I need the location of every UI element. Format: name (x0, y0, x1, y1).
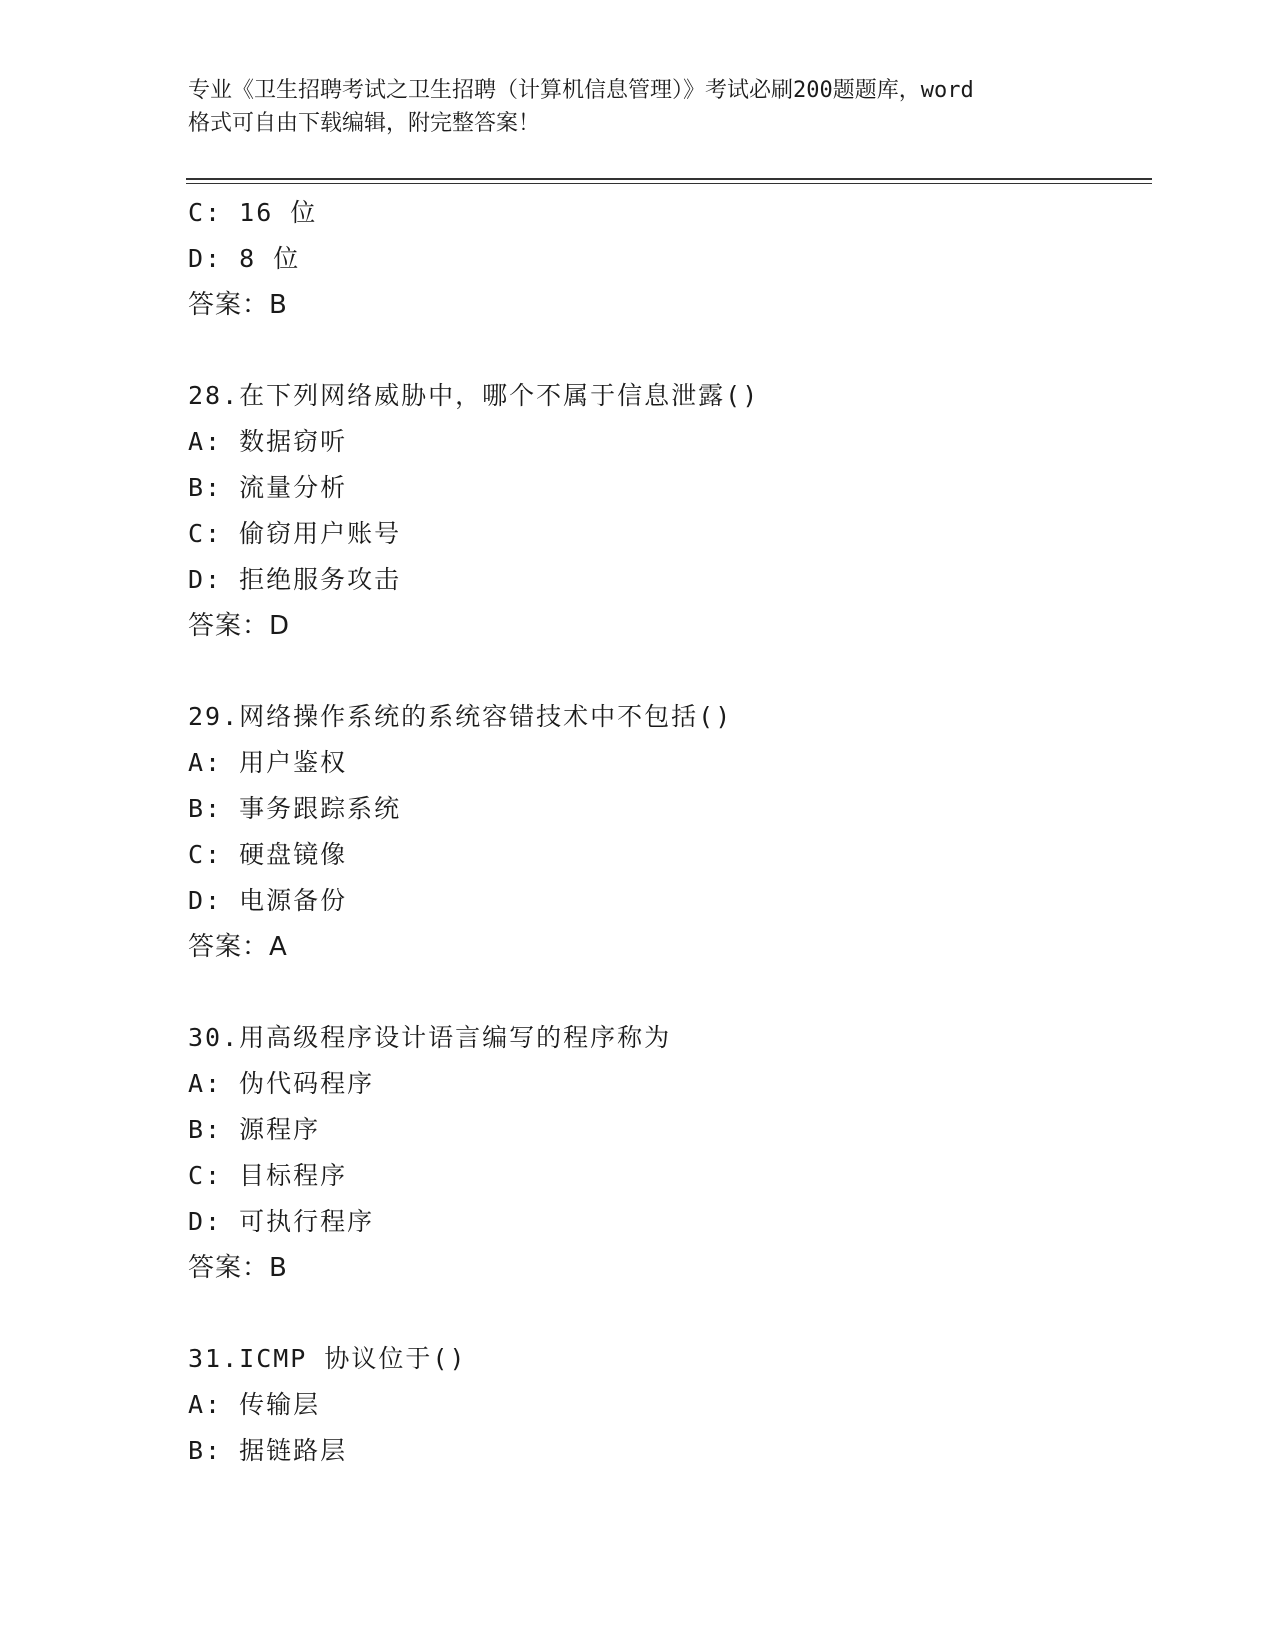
question-list (188, 190, 1148, 1474)
option-b: B: 据链路层 (188, 1436, 348, 1465)
option-b: B: 源程序 (188, 1115, 321, 1144)
answer-line: 答案：B (188, 290, 288, 320)
question-stem: 30.用高级程序设计语言编写的程序称为 (188, 1023, 672, 1052)
question-stem: 28.在下列网络威胁中，哪个不属于信息泄露() (188, 381, 760, 410)
answer-line: 答案：B (188, 1253, 288, 1283)
option-c: C: 目标程序 (188, 1161, 348, 1190)
answer-line: 答案：A (188, 932, 288, 962)
question-stem: 31.ICMP 协议位于() (188, 1344, 467, 1373)
question-block-28 (188, 373, 1148, 649)
option-b: B: 流量分析 (188, 473, 348, 502)
option-c: C: 偷窃用户账号 (188, 519, 402, 548)
question-block-30 (188, 1015, 1148, 1291)
option-c: C: 硬盘镜像 (188, 840, 348, 869)
option-d: D: 可执行程序 (188, 1207, 375, 1236)
option-a: A: 数据窃听 (188, 427, 348, 456)
header-divider-thick (186, 178, 1152, 180)
option-d: D: 8 位 (188, 244, 301, 273)
option-d: D: 拒绝服务攻击 (188, 565, 402, 594)
question-block-27-tail (188, 190, 1148, 328)
option-c: C: 16 位 (188, 198, 318, 227)
header-line-1: 专业《卫生招聘考试之卫生招聘（计算机信息管理）》考试必刷200题题库，word (188, 78, 974, 103)
option-d: D: 电源备份 (188, 886, 348, 915)
header-divider-thin (186, 183, 1152, 184)
question-stem: 29.网络操作系统的系统容错技术中不包括() (188, 702, 733, 731)
option-b: B: 事务跟踪系统 (188, 794, 402, 823)
option-a: A: 传输层 (188, 1390, 321, 1419)
option-a: A: 用户鉴权 (188, 748, 348, 777)
option-a: A: 伪代码程序 (188, 1069, 375, 1098)
header-line-2: 格式可自由下载编辑，附完整答案！ (188, 111, 541, 136)
spacer (188, 328, 1148, 373)
question-block-31 (188, 1336, 1148, 1474)
document-header (188, 74, 1088, 140)
question-block-29 (188, 694, 1148, 970)
spacer (188, 1291, 1148, 1336)
spacer (188, 970, 1148, 1015)
spacer (188, 649, 1148, 694)
answer-line: 答案：D (188, 611, 291, 641)
